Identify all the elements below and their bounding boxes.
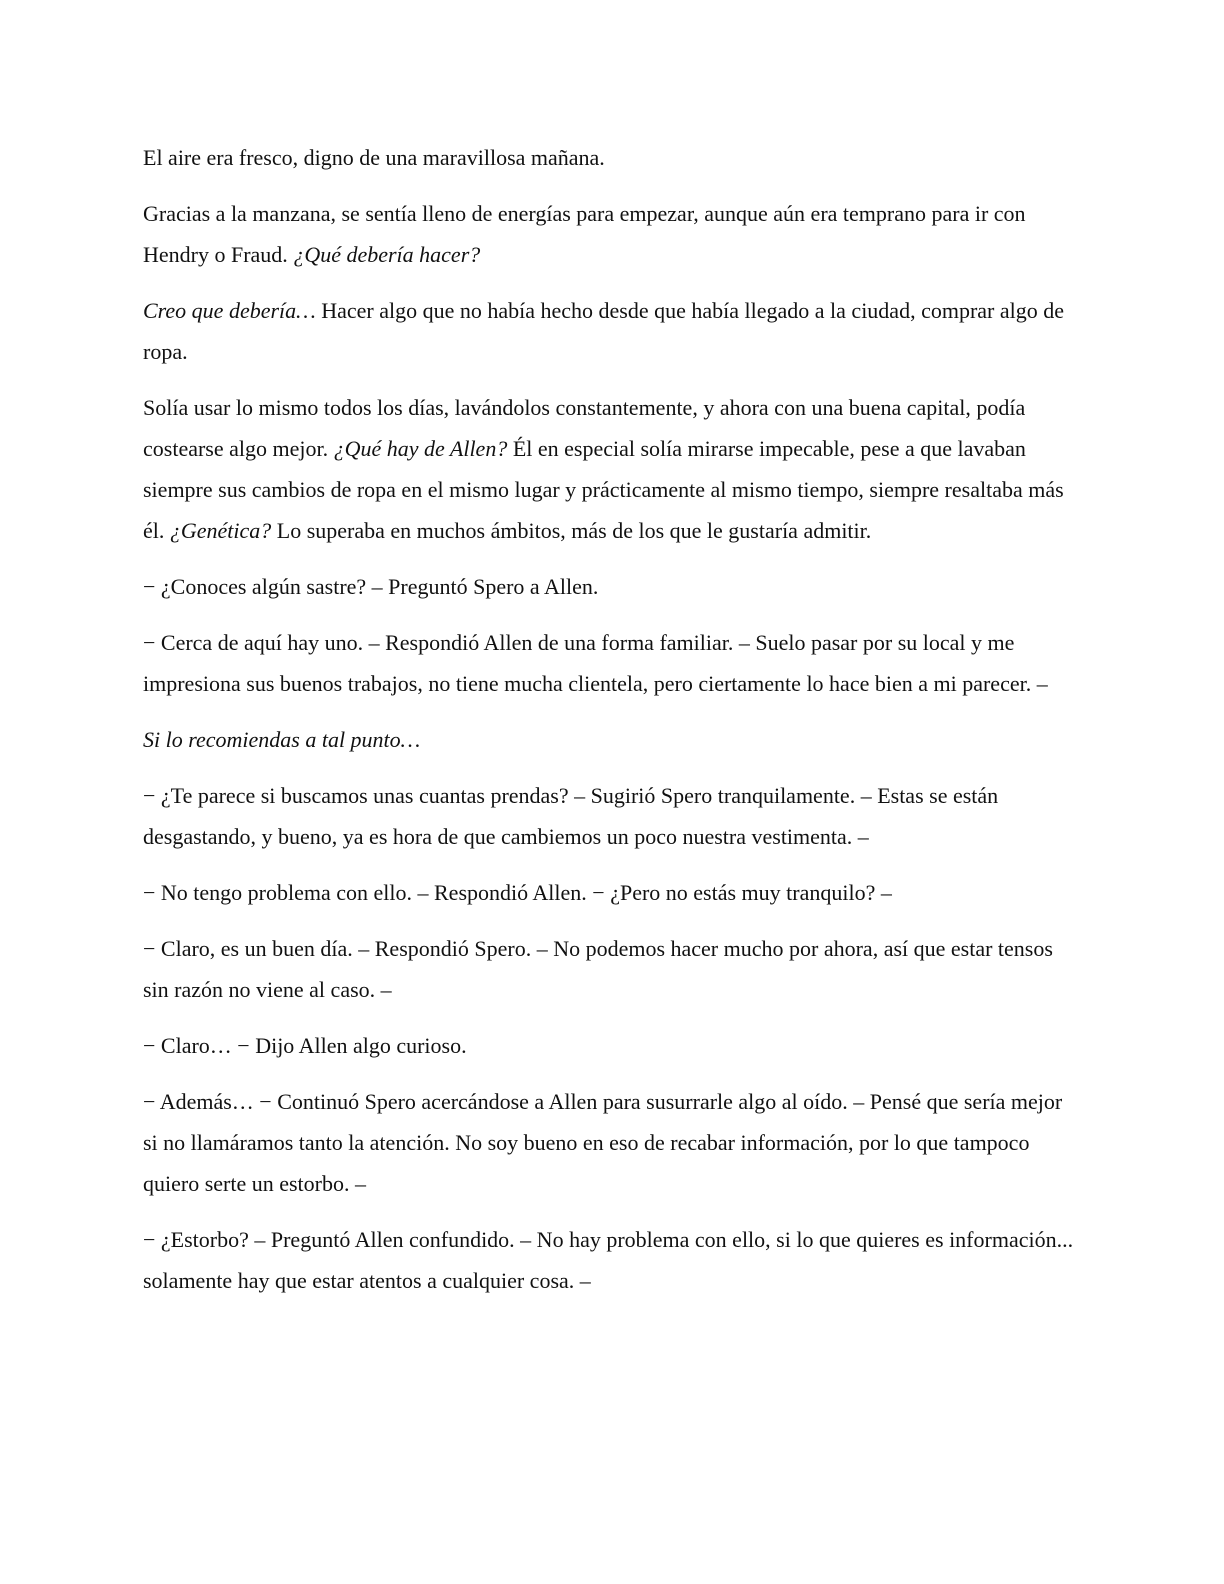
text-run: − No tengo problema con ello. – Respondió Allen. − ¿Pero no estás muy tranquilo? – (143, 880, 892, 905)
text-run: − ¿Conoces algún sastre? – Preguntó Spero a Allen. (143, 574, 599, 599)
text-run: Hacer algo que no había hecho desde que había llegado a la ciudad, comprar algo de ropa. (143, 298, 1065, 364)
italic-text: ¿Qué debería hacer? (293, 242, 481, 267)
text-run: Solía usar lo mismo todos los días, lavándolos constantemente, y ahora con una buena capital, podía costearse algo mejor. (143, 395, 1026, 461)
italic-text: ¿Genética? (169, 518, 272, 543)
paragraph (143, 1081, 1078, 1204)
paragraph (143, 719, 1078, 760)
paragraph (143, 1025, 1078, 1066)
paragraph (143, 1219, 1078, 1301)
text-run: Lo superaba en muchos ámbitos, más de los que le gustaría admitir. (271, 518, 872, 543)
text-run: − ¿Te parece si buscamos unas cuantas prendas? – Sugirió Spero tranquilamente. – Estas se están desgastando, y bueno, ya es hora de que cambiemos un poco nuestra vestimenta. – (143, 783, 999, 849)
paragraph (143, 622, 1078, 704)
paragraph (143, 137, 1078, 178)
italic-text: Si lo recomiendas a tal punto… (143, 727, 421, 752)
text-run: − Cerca de aquí hay uno. – Respondió Allen de una forma familiar. – Suelo pasar por su local y me impresiona sus buenos trabajos, no tiene mucha clientela, pero ciertamente lo hace bien a mi parecer. – (143, 630, 1048, 696)
text-run: Él en especial solía mirarse impecable, pese a que lavaban siempre sus cambios de ropa en el mismo lugar y prácticamente al mismo tiempo, siempre resaltaba más él. (143, 436, 1064, 543)
italic-text: Creo que debería… (143, 298, 316, 323)
text-run: Gracias a la manzana, se sentía lleno de energías para empezar, aunque aún era temprano para ir con Hendry o Fraud. (143, 201, 1026, 267)
text-run: − Claro… − Dijo Allen algo curioso. (143, 1033, 467, 1058)
paragraph (143, 775, 1078, 857)
paragraph (143, 872, 1078, 913)
text-run: − Además… − Continuó Spero acercándose a Allen para susurrarle algo al oído. – Pensé que sería mejor si no llamáramos tanto la atención. No soy bueno en eso de recabar información, por lo que tampoco quiero serte un estorbo. – (143, 1089, 1063, 1196)
paragraph (143, 290, 1078, 372)
document-body (143, 137, 1078, 1316)
text-run: El aire era fresco, digno de una maravillosa mañana. (143, 145, 605, 170)
text-run: − ¿Estorbo? – Preguntó Allen confundido. – No hay problema con ello, si lo que quieres es información... solamente hay que estar atentos a cualquier cosa. – (143, 1227, 1074, 1293)
paragraph (143, 928, 1078, 1010)
text-run: − Claro, es un buen día. – Respondió Spero. – No podemos hacer mucho por ahora, así que estar tensos sin razón no viene al caso. – (143, 936, 1053, 1002)
paragraph (143, 387, 1078, 551)
italic-text: ¿Qué hay de Allen? (333, 436, 508, 461)
paragraph (143, 193, 1078, 275)
paragraph (143, 566, 1078, 607)
